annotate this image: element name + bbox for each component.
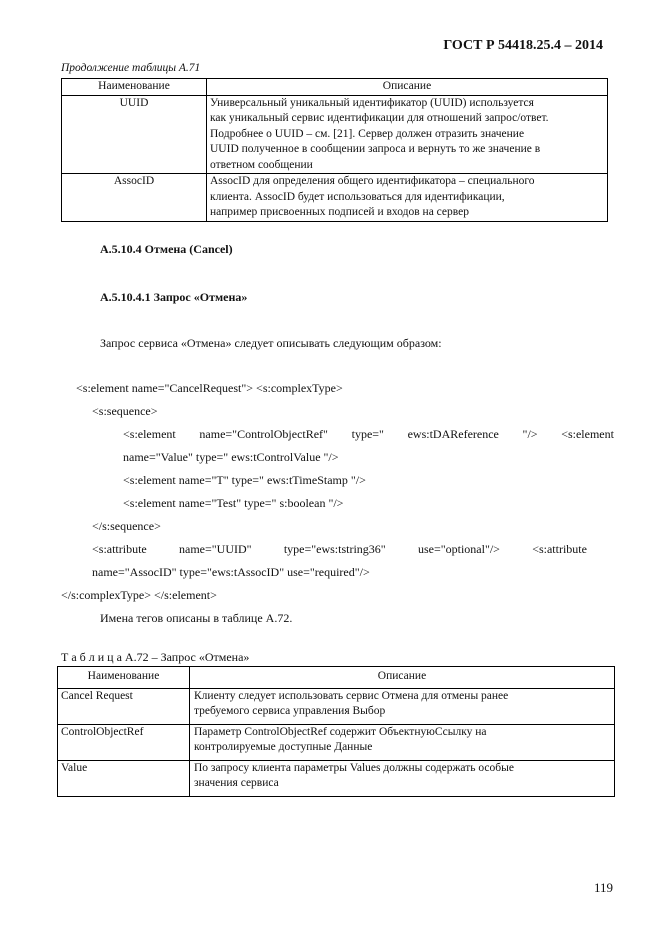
cell-description — [207, 174, 608, 222]
description-line: значения сервиса — [194, 777, 279, 789]
cell-name: Value — [58, 760, 190, 796]
description-line: как уникальный сервис идентификации для отношений запрос/ответ. — [210, 112, 549, 124]
description-line: Клиенту следует использовать сервис Отмена для отмены ранее — [194, 689, 509, 702]
code-line: </s:sequence> — [92, 519, 161, 533]
description-line: AssocID для определения общего идентификатора – специального — [210, 175, 535, 187]
description-line: ответном сообщении — [210, 158, 313, 171]
description-line: клиента. AssocID будет использоваться для идентификации, — [210, 190, 505, 203]
intro-paragraph: Запрос сервиса «Отмена» следует описывать следующим образом: — [100, 336, 442, 350]
code-token: ews:tDAReference — [407, 427, 499, 441]
cell-name: ControlObjectRef — [58, 724, 190, 760]
table-header-row — [58, 667, 615, 689]
description-line: Подробнее о UUID – см. [21]. Сервер должен отразить значение — [210, 127, 525, 140]
table-caption: Т а б л и ц а А.72 – Запрос «Отмена» — [61, 650, 250, 664]
code-line: name="Value" type=" ews:tControlValue "/> — [123, 450, 339, 464]
column-header-name: Наименование — [58, 667, 190, 689]
table-continuation-label: Продолжение таблицы А.71 — [61, 62, 201, 74]
cell-description — [190, 724, 615, 760]
code-token: name="ControlObjectRef" — [199, 427, 328, 441]
column-header-description: Описание — [190, 667, 615, 689]
code-line: <s:element name="T" type=" ews:tTimeStamp "/> — [123, 473, 366, 487]
code-token: <s:attribute — [92, 542, 147, 556]
names-paragraph: Имена тегов описаны в таблице А.72. — [100, 611, 293, 625]
code-token: <s:attribute — [532, 542, 587, 556]
description-line: контролируемые доступные Данные — [194, 741, 373, 753]
cell-name: AssocID — [62, 174, 207, 222]
document-id: ГОСТ Р 54418.25.4 – 2014 — [443, 38, 603, 53]
code-line — [123, 427, 614, 442]
description-line: По запросу клиента параметры Values должны содержать особые — [194, 761, 514, 774]
table-row — [62, 95, 608, 174]
page-number: 119 — [593, 880, 613, 895]
section-heading: А.5.10.4 Отмена (Cancel) — [100, 242, 233, 256]
cell-name: UUID — [62, 95, 207, 174]
description-line: UUID полученное в сообщении запроса и вернуть то же значение в — [210, 143, 541, 155]
code-token: <s:element — [123, 427, 176, 441]
cell-name: Cancel Request — [58, 688, 190, 724]
code-line: name="AssocID" type="ews:tAssocID" use="required"/> — [92, 565, 370, 579]
description-line: Параметр ControlObjectRef содержит ОбъектнуюСсылку на — [194, 725, 487, 738]
code-token: name="UUID" — [179, 542, 252, 556]
table-a71 — [61, 78, 608, 222]
column-header-description: Описание — [207, 79, 608, 96]
table-a72 — [57, 666, 615, 797]
cell-description — [190, 688, 615, 724]
table-row — [62, 174, 608, 222]
table-row — [58, 688, 615, 724]
code-line: <s:element name="Test" type=" s:boolean "/> — [123, 496, 344, 510]
cell-description — [207, 95, 608, 174]
code-line — [92, 542, 587, 557]
code-token: type=" — [351, 427, 384, 441]
description-line: Универсальный уникальный идентификатор (UUID) используется — [210, 96, 534, 109]
code-token: "/> — [522, 427, 538, 441]
cell-description — [190, 760, 615, 796]
code-token: <s:element — [561, 427, 614, 441]
code-token: use="optional"/> — [417, 542, 500, 556]
code-line: <s:sequence> — [92, 404, 158, 418]
table-row — [58, 760, 615, 796]
code-line: <s:element name="CancelRequest"> <s:complexType> — [76, 381, 343, 395]
code-line: </s:complexType> </s:element> — [61, 588, 217, 602]
table-header-row — [62, 79, 608, 96]
description-line: требуемого сервиса управления Выбор — [194, 705, 386, 717]
column-header-name: Наименование — [62, 79, 207, 96]
description-line: например присвоенных подписей и входов на сервер — [210, 206, 469, 218]
code-token: type="ews:tstring36" — [283, 542, 386, 556]
table-row — [58, 724, 615, 760]
subsection-heading: А.5.10.4.1 Запрос «Отмена» — [100, 290, 248, 304]
